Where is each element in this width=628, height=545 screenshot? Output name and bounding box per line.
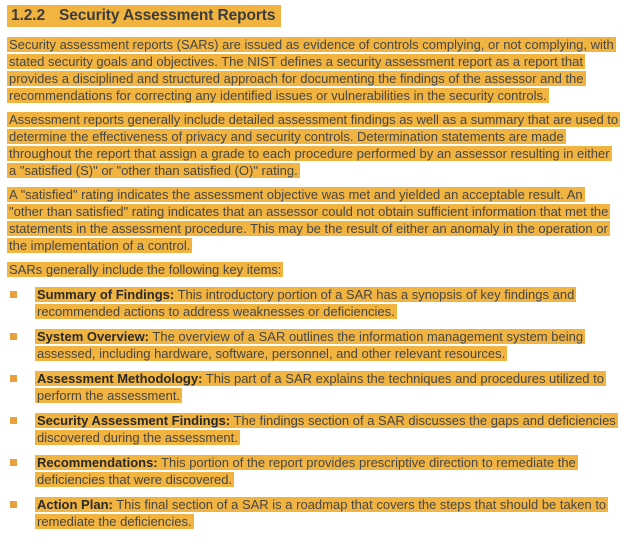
highlighted-text: A "satisfied" rating indicates the assessment objective was met and yielded an acceptable result. An "other than satisfied" rating indicates that an assessor could not obtain sufficient information that met the statements in the assessment procedure. This may be the result of either an anomaly in the operation or the implementation of a control.: [9, 187, 609, 253]
list-item-body: This portion of the report provides prescriptive direction to remediate the deficiencies that were discovered.: [37, 455, 576, 487]
highlighted-text: Security assessment reports (SARs) are issued as evidence of controls complying, or not complying, with stated security goals and objectives. The NIST defines a security assessment report as a report that provides a disciplined and structured approach for documenting the findings of the assessor and the recommendations for correcting any identified issues or vulnerabilities in the security controls.: [9, 37, 614, 103]
list-item-text: [35, 328, 617, 362]
list-item-body: The findings section of a SAR discusses the gaps and deficiencies discovered during the assessment.: [37, 413, 616, 445]
highlighted-text: [35, 413, 618, 445]
list-item-text: [35, 454, 617, 488]
list-item-label: Security Assessment Findings:: [37, 413, 231, 428]
square-bullet-icon: [10, 417, 17, 424]
list-item-text: [35, 286, 617, 320]
section-heading: [7, 6, 620, 26]
list-item: [7, 496, 620, 530]
list-item: [7, 454, 620, 488]
list-item-text: [35, 412, 617, 446]
highlighted-text: [35, 287, 576, 319]
list-item-label: Summary of Findings:: [37, 287, 175, 302]
square-bullet-icon: [10, 333, 17, 340]
highlighted-text: [35, 455, 578, 487]
square-bullet-icon: [10, 291, 17, 298]
key-items-list: [7, 286, 620, 530]
highlighted-text: [35, 329, 585, 361]
list-item-label: System Overview:: [37, 329, 150, 344]
square-bullet-icon: [10, 501, 17, 508]
paragraph: [7, 36, 620, 104]
paragraph-list-intro: [7, 261, 620, 278]
section-title: Security Assessment Reports: [58, 7, 276, 24]
list-item: [7, 370, 620, 404]
list-item-body: The overview of a SAR outlines the information management system being assessed, including hardware, software, personnel, and other relevant resources.: [37, 329, 584, 361]
highlighted-text: Assessment reports generally include detailed assessment findings as well as a summary that are used to determine the effectiveness of privacy and security controls. Determination statements are made throughout the report that assign a grade to each procedure performed by an assessor resulting in either a "satisfied (S)" or "other than satisfied (O)" rating.: [9, 112, 619, 178]
list-item-body: This final section of a SAR is a roadmap that covers the steps that should be taken to remediate the deficiencies.: [37, 497, 607, 529]
section-number: 1.2.2: [11, 7, 45, 24]
list-item-label: Action Plan:: [37, 497, 113, 512]
list-item-body: This introductory portion of a SAR has a synopsis of key findings and recommended actions to address weaknesses or deficiencies.: [37, 287, 575, 319]
paragraph: [7, 111, 620, 179]
list-item-body: This part of a SAR explains the techniques and procedures utilized to perform the assessment.: [37, 371, 604, 403]
list-item-text: [35, 370, 617, 404]
list-item: [7, 412, 620, 446]
list-item-text: [35, 496, 617, 530]
list-item: [7, 328, 620, 362]
paragraph: [7, 186, 620, 254]
highlighted-text: SARs generally include the following key items:: [9, 262, 282, 277]
highlighted-text: [35, 497, 608, 529]
list-item: [7, 286, 620, 320]
square-bullet-icon: [10, 459, 17, 466]
list-item-label: Recommendations:: [37, 455, 158, 470]
heading-highlight: [7, 5, 281, 27]
highlighted-text: [35, 371, 606, 403]
square-bullet-icon: [10, 375, 17, 382]
list-item-label: Assessment Methodology:: [37, 371, 203, 386]
